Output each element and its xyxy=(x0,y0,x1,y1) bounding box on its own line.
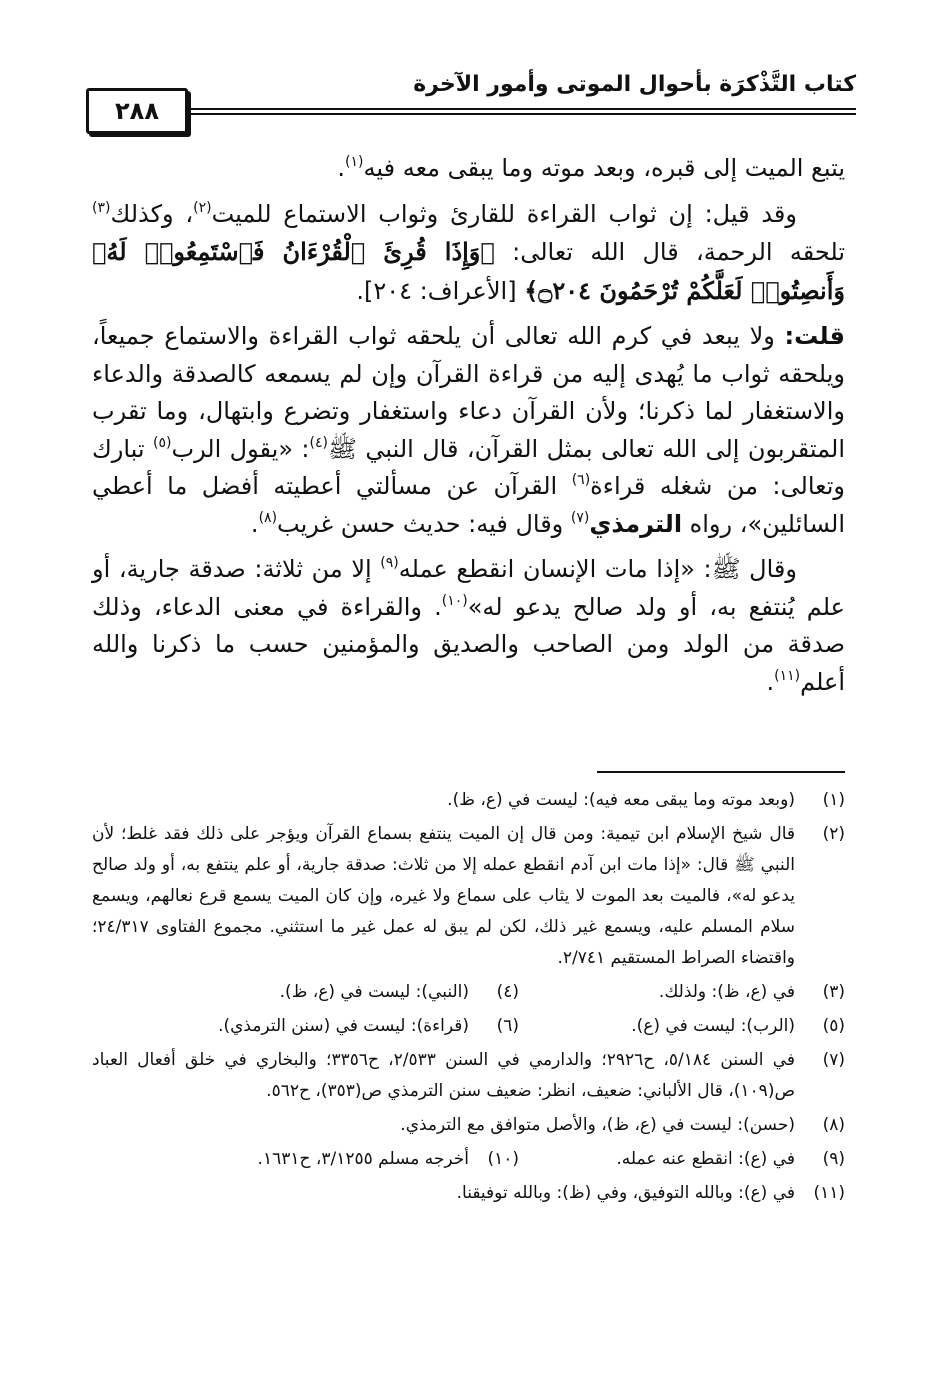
footnote-7 xyxy=(92,1045,845,1107)
paragraph-3-text-d: القرآن عن مسألتي أعطيته أفضل ما أعطي السائلين»، رواه xyxy=(92,472,845,538)
footnote-10 xyxy=(193,1144,519,1175)
footnote-number: (٤) xyxy=(496,982,519,1002)
paragraph-2 xyxy=(92,196,845,311)
footnote-11 xyxy=(92,1178,845,1209)
footnote-text: (وبعد موته وما يبقى معه فيه): ليست في (ع، ظ). xyxy=(447,790,795,810)
paragraph-3-text-c: تبارك وتعالى: من شغله قراءة xyxy=(92,434,845,500)
footnote-text: (النبي): ليست في (ع، ظ). xyxy=(279,982,469,1002)
paragraph-1 xyxy=(92,150,845,188)
footnote-ref-4[interactable]: (٤) xyxy=(309,434,328,451)
footnote-number: (٨) xyxy=(822,1115,845,1135)
footnote-4 xyxy=(193,977,519,1008)
footnote-ref-3[interactable]: (٣) xyxy=(92,199,111,216)
footnote-1 xyxy=(92,785,845,816)
footnote-8 xyxy=(92,1110,845,1141)
footnote-number: (٦) xyxy=(496,1016,519,1036)
footnote-text: أخرجه مسلم ٣/١٢٥٥، ح١٦٣١. xyxy=(257,1149,469,1169)
footnote-text: (قراءة): ليست في (سنن الترمذي). xyxy=(218,1016,469,1036)
verse-citation: [الأعراف: ٢٠٤]. xyxy=(356,276,525,305)
paragraph-1-text: يتبع الميت إلى قبره، وبعد موته وما يبقى معه فيه xyxy=(363,154,845,182)
footnote-number: (١٠) xyxy=(487,1149,519,1169)
paragraph-2-text-b: ، وكذلك xyxy=(110,199,194,228)
footnote-ref-5[interactable]: (٥) xyxy=(153,434,172,451)
footnote-row-9-10 xyxy=(92,1144,845,1175)
running-title: كتاب التَّذْكرَة بأحوال الموتى وأمور الآخرة xyxy=(413,72,856,97)
footnote-ref-9[interactable]: (٩) xyxy=(380,555,399,571)
page-header xyxy=(86,64,856,134)
footnote-number: (٥) xyxy=(822,1016,845,1036)
footnote-number: (٧) xyxy=(822,1050,845,1070)
header-rule-top xyxy=(86,108,856,110)
footnote-text: في (ع): انقطع عنه عمله. xyxy=(616,1149,795,1169)
footnote-text: (الرب): ليست في (ع). xyxy=(631,1016,795,1036)
footnote-3 xyxy=(519,977,845,1008)
paragraph-3-text-a: ولا يبعد في كرم الله تعالى أن يلحقه ثواب القراءة والاستماع جميعاً، ويلحقه ثواب ما يُهدى إليه من قراءة القرآن وإن لم يسمعه كالصدقة والدعاء والاستغفار لما ذكرنا؛ ولأن القرآن دعاء واستغفار وتضرع وابتهال، وما تقرب المتقربون إلى الله تعالى بمثل القرآن، قال النبي ﷺ xyxy=(92,322,846,463)
footnotes xyxy=(92,785,845,1212)
footnote-row-5-6 xyxy=(92,1011,845,1042)
footnote-number: (٩) xyxy=(822,1149,845,1169)
footnote-separator xyxy=(597,771,845,773)
footnote-number: (١) xyxy=(822,790,845,810)
footnote-ref-2[interactable]: (٢) xyxy=(193,199,212,216)
paragraph-4-text-a: وقال ﷺ: «إذا مات الإنسان انقطع عمله xyxy=(398,555,797,583)
footnote-ref-8[interactable]: (٨) xyxy=(258,509,278,526)
paragraph-3-text-b: : «يقول الرب xyxy=(171,434,310,463)
footnote-number: (٣) xyxy=(822,982,845,1002)
footnote-ref-10[interactable]: (١٠) xyxy=(441,592,468,609)
paragraph-4 xyxy=(92,551,845,701)
qultu-lead: قلت: xyxy=(784,322,845,350)
paragraph-4-text-c: . والقراءة في معنى الدعاء، وذلك صدقة من الولد ومن الصاحب والصديق والمؤمنين حسب ما ذكرنا والله أعلم xyxy=(92,592,845,696)
footnote-text: قال شيخ الإسلام ابن تيمية: ومن قال إن الميت ينتفع بسماع القرآن ويؤجر على ذلك فقد غلط؛ لأن النبي ﷺ قال: «إذا مات ابن آدم انقطع عمله إلا من ثلاث: صدقة جارية، أو علم ينتفع به، أو ولد صالح يدعو له»، فالميت بعد الموت لا يثاب على سماع ولا غيره، وإن كان الميت يسمع قرع نعالهم، ويسمع سلام المسلم عليه، ويسمع غير ذلك، لكن لم يبق له عمل غير ما استثني. مجموع الفتاوى ٢٤/٣١٧؛ واقتضاء الصراط المستقيم ٢/٧٤١. xyxy=(92,824,795,968)
footnote-number: (١١) xyxy=(813,1183,845,1203)
footnote-ref-11[interactable]: (١١) xyxy=(774,667,801,684)
footnote-9 xyxy=(519,1144,845,1175)
footnote-ref-6[interactable]: (٦) xyxy=(571,472,591,488)
paragraph-3-end: . xyxy=(250,509,259,538)
footnote-2 xyxy=(92,819,845,974)
footnote-text: في السنن ٥/١٨٤، ح٢٩٢٦؛ والدارمي في السنن ٢/٥٣٣، ح٣٣٥٦؛ والبخاري في خلق أفعال العباد ص(١٠٩)، قال الألباني: ضعيف، انظر: ضعيف سنن الترمذي ص(٣٥٣)، ح٥٦٢. xyxy=(92,1050,795,1101)
footnote-6 xyxy=(193,1011,519,1042)
footnote-ref-1[interactable]: (١) xyxy=(345,154,364,170)
footnote-ref-7[interactable]: (٧) xyxy=(570,509,590,526)
footnote-text: (حسن): ليست في (ع، ظ)، والأصل متوافق مع الترمذي. xyxy=(400,1115,795,1135)
paragraph-4-text-b: إلا من ثلاثة: صدقة جارية، أو علم يُنتفع به، أو ولد صالح يدعو له» xyxy=(92,555,846,621)
footnote-5 xyxy=(519,1011,845,1042)
tirmidhi-name: الترمذي xyxy=(589,509,683,538)
paragraph-1-end: . xyxy=(337,154,346,182)
page-number: ٢٨٨ xyxy=(86,88,188,134)
header-rule-bottom xyxy=(86,113,856,115)
footnote-text: في (ع، ظ): ولذلك. xyxy=(658,982,795,1002)
paragraph-2-text-a: وقد قيل: إن ثواب القراءة للقارئ وثواب الاستماع للميت xyxy=(211,199,797,228)
main-text xyxy=(92,150,845,709)
paragraph-3-text-e: وقال فيه: حديث حسن غريب xyxy=(277,509,571,538)
paragraph-4-end: . xyxy=(766,667,775,696)
footnote-number: (٢) xyxy=(822,824,845,844)
paragraph-2-text-c: تلحقه الرحمة، قال الله تعالى: xyxy=(494,238,845,266)
paragraph-3 xyxy=(92,318,845,543)
footnote-text: في (ع): وبالله التوفيق، وفي (ظ): وبالله توفيقنا. xyxy=(456,1183,795,1203)
footnote-row-3-4 xyxy=(92,977,845,1008)
quran-verse: ﴿وَإِذَا قُرِئَ ٱلْقُرْءَانُ فَٱسْتَمِعُوا۟ لَهُۥ وَأَنصِتُوا۟ لَعَلَّكُمْ تُرْحَمُونَ ۝٢٠٤﴾ xyxy=(92,237,845,305)
